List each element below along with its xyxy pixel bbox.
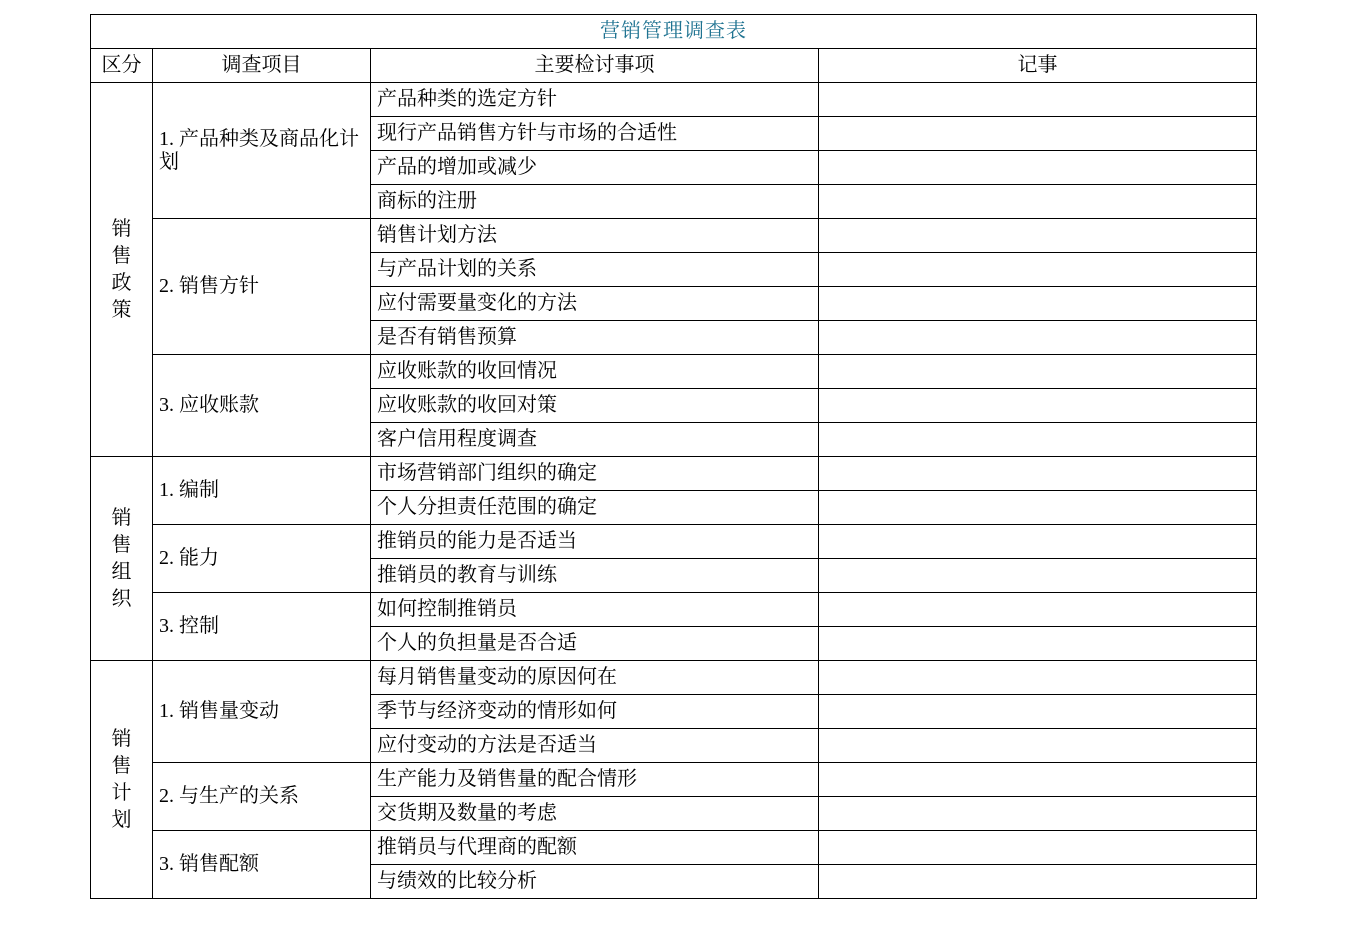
note-cell[interactable] bbox=[819, 321, 1257, 355]
note-cell[interactable] bbox=[819, 253, 1257, 287]
review-detail-cell: 客户信用程度调查 bbox=[371, 423, 819, 457]
review-detail-cell: 如何控制推销员 bbox=[371, 593, 819, 627]
note-cell[interactable] bbox=[819, 729, 1257, 763]
review-detail-cell: 应付需要量变化的方法 bbox=[371, 287, 819, 321]
table-row bbox=[91, 355, 1257, 389]
note-cell[interactable] bbox=[819, 423, 1257, 457]
review-detail-cell: 产品种类的选定方针 bbox=[371, 83, 819, 117]
review-detail-cell: 个人的负担量是否合适 bbox=[371, 627, 819, 661]
review-detail-cell: 应付变动的方法是否适当 bbox=[371, 729, 819, 763]
column-header-item: 调查项目 bbox=[153, 49, 371, 83]
section-name-cell bbox=[91, 457, 153, 661]
section-name-text: 销售政策 bbox=[111, 217, 132, 321]
note-cell[interactable] bbox=[819, 117, 1257, 151]
review-detail-cell: 销售计划方法 bbox=[371, 219, 819, 253]
note-cell[interactable] bbox=[819, 627, 1257, 661]
review-detail-cell: 是否有销售预算 bbox=[371, 321, 819, 355]
review-detail-cell: 商标的注册 bbox=[371, 185, 819, 219]
note-cell[interactable] bbox=[819, 525, 1257, 559]
note-cell[interactable] bbox=[819, 83, 1257, 117]
table-row bbox=[91, 763, 1257, 797]
note-cell[interactable] bbox=[819, 287, 1257, 321]
survey-item-cell: 3. 控制 bbox=[153, 593, 371, 661]
survey-item-cell: 2. 销售方针 bbox=[153, 219, 371, 355]
review-detail-cell: 每月销售量变动的原因何在 bbox=[371, 661, 819, 695]
survey-item-cell: 1. 销售量变动 bbox=[153, 661, 371, 763]
review-detail-cell: 产品的增加或减少 bbox=[371, 151, 819, 185]
table-row bbox=[91, 593, 1257, 627]
survey-item-cell: 1. 产品种类及商品化计划 bbox=[153, 83, 371, 219]
survey-item-cell: 3. 销售配额 bbox=[153, 831, 371, 899]
section-name-text: 销售组织 bbox=[111, 506, 132, 610]
section-name-text: 销售计划 bbox=[111, 727, 132, 831]
note-cell[interactable] bbox=[819, 763, 1257, 797]
review-detail-cell: 生产能力及销售量的配合情形 bbox=[371, 763, 819, 797]
review-detail-cell: 个人分担责任范围的确定 bbox=[371, 491, 819, 525]
review-detail-cell: 市场营销部门组织的确定 bbox=[371, 457, 819, 491]
note-cell[interactable] bbox=[819, 831, 1257, 865]
review-detail-cell: 推销员与代理商的配额 bbox=[371, 831, 819, 865]
note-cell[interactable] bbox=[819, 185, 1257, 219]
survey-item-cell: 2. 与生产的关系 bbox=[153, 763, 371, 831]
table-row bbox=[91, 219, 1257, 253]
note-cell[interactable] bbox=[819, 559, 1257, 593]
survey-table bbox=[90, 14, 1257, 899]
document-title: 营销管理调查表 bbox=[91, 15, 1257, 49]
review-detail-cell: 现行产品销售方针与市场的合适性 bbox=[371, 117, 819, 151]
table-title-row bbox=[91, 15, 1257, 49]
column-header-section: 区分 bbox=[91, 49, 153, 83]
table-header-row bbox=[91, 49, 1257, 83]
note-cell[interactable] bbox=[819, 219, 1257, 253]
table-row bbox=[91, 525, 1257, 559]
note-cell[interactable] bbox=[819, 151, 1257, 185]
note-cell[interactable] bbox=[819, 355, 1257, 389]
section-name-cell bbox=[91, 661, 153, 899]
note-cell[interactable] bbox=[819, 865, 1257, 899]
note-cell[interactable] bbox=[819, 695, 1257, 729]
review-detail-cell: 推销员的教育与训练 bbox=[371, 559, 819, 593]
table-row bbox=[91, 661, 1257, 695]
review-detail-cell: 推销员的能力是否适当 bbox=[371, 525, 819, 559]
note-cell[interactable] bbox=[819, 593, 1257, 627]
review-detail-cell: 与绩效的比较分析 bbox=[371, 865, 819, 899]
note-cell[interactable] bbox=[819, 661, 1257, 695]
survey-item-cell: 1. 编制 bbox=[153, 457, 371, 525]
table-row bbox=[91, 457, 1257, 491]
survey-item-cell: 3. 应收账款 bbox=[153, 355, 371, 457]
note-cell[interactable] bbox=[819, 797, 1257, 831]
column-header-detail: 主要检讨事项 bbox=[371, 49, 819, 83]
note-cell[interactable] bbox=[819, 389, 1257, 423]
note-cell[interactable] bbox=[819, 457, 1257, 491]
review-detail-cell: 交货期及数量的考虑 bbox=[371, 797, 819, 831]
section-name-cell bbox=[91, 83, 153, 457]
table-row bbox=[91, 831, 1257, 865]
survey-item-cell: 2. 能力 bbox=[153, 525, 371, 593]
note-cell[interactable] bbox=[819, 491, 1257, 525]
review-detail-cell: 应收账款的收回情况 bbox=[371, 355, 819, 389]
review-detail-cell: 应收账款的收回对策 bbox=[371, 389, 819, 423]
review-detail-cell: 季节与经济变动的情形如何 bbox=[371, 695, 819, 729]
column-header-note: 记事 bbox=[819, 49, 1257, 83]
table-row bbox=[91, 83, 1257, 117]
review-detail-cell: 与产品计划的关系 bbox=[371, 253, 819, 287]
